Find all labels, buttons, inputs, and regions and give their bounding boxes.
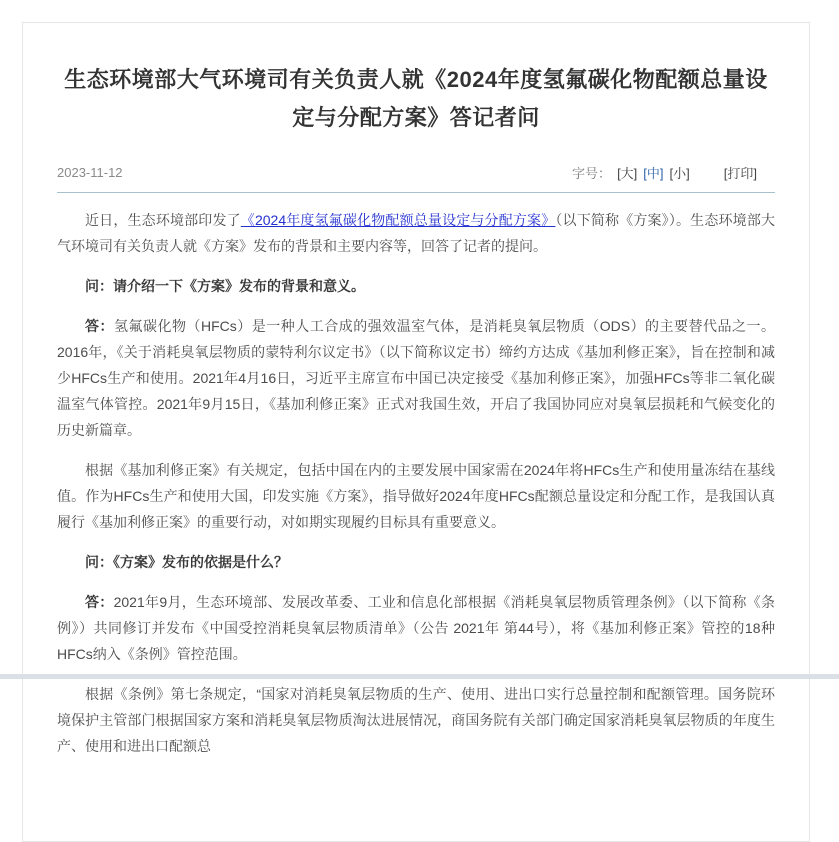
answer-2-prefix: 答： [85,594,114,610]
font-size-small-button[interactable]: [小] [670,163,690,182]
question-1: 问：请介绍一下《方案》发布的背景和意义。 [57,273,775,299]
plan-document-link[interactable]: 《2024年度氢氟碳化物配额总量设定与分配方案》 [241,212,556,228]
intro-rest: （以下简称《方案》）。生态环境部大气环境司有关负责人就《方案》发布的背景和主要内容等，回答了记者的提问。 [57,212,775,254]
font-size-label: 字号： [572,163,611,182]
font-size-medium-button[interactable]: [中] [643,163,663,182]
print-button[interactable]: [打印] [724,163,757,182]
question-2: 问：《方案》发布的依据是什么？ [57,549,775,575]
font-size-large-button[interactable]: [大] [617,163,637,182]
answer-1-prefix: 答： [85,318,114,334]
answer-1-text: 氢氟碳化物（HFCs）是一种人工合成的强效温室气体，是消耗臭氧层物质（ODS）的主要替代品之一。2016年，《关于消耗臭氧层物质的蒙特利尔议定书》（以下简称议定书）缔约方达成《基加利修正案》，旨在控制和减少HFCs生产和使用。2021年4月16日，习近平主席宣布中国已决定接受《基加利修正案》，加强HFCs等非二氧化碳温室气体管控。2021年9月15日，《基加利修正案》正式对我国生效，开启了我国协同应对臭氧层损耗和气候变化的历史新篇章。 [57,318,775,438]
bottom-edge-strip [0,674,839,679]
publish-date: 2023-11-12 [57,165,123,180]
meta-bar [57,163,775,182]
font-size-controls [572,163,757,182]
paragraph-kigali: 根据《基加利修正案》有关规定，包括中国在内的主要发展中国家需在2024年将HFCs生产和使用量冻结在基线值。作为HFCs生产和使用大国，印发实施《方案》，指导做好2024年度HFCs配额总量设定和分配工作，是我国认真履行《基加利修正案》的重要行动，对如期实现履约目标具有重要意义。 [57,457,775,535]
answer-1 [57,313,775,443]
intro-lead: 近日，生态环境部印发了 [85,212,241,228]
paragraph-intro [57,207,775,259]
answer-2 [57,589,775,667]
article-card [22,22,810,842]
page-title: 生态环境部大气环境司有关负责人就《2024年度氢氟碳化物配额总量设定与分配方案》答记者问 [63,61,769,137]
paragraph-regulation-clipped: 根据《条例》第七条规定，“国家对消耗臭氧层物质的生产、使用、进出口实行总量控制和配额管理。国务院环境保护主管部门根据国家方案和消耗臭氧层物质淘汰进展情况，商国务院有关部门确定国家消耗臭氧层物质的年度生产、使用和进出口配额总 [57,681,775,759]
answer-2-text: 2021年9月，生态环境部、发展改革委、工业和信息化部根据《消耗臭氧层物质管理条例》（以下简称《条例》）共同修订并发布《中国受控消耗臭氧层物质清单》（公告 2021年 第44号），将《基加利修正案》管控的18种HFCs纳入《条例》管控范围。 [57,594,775,662]
